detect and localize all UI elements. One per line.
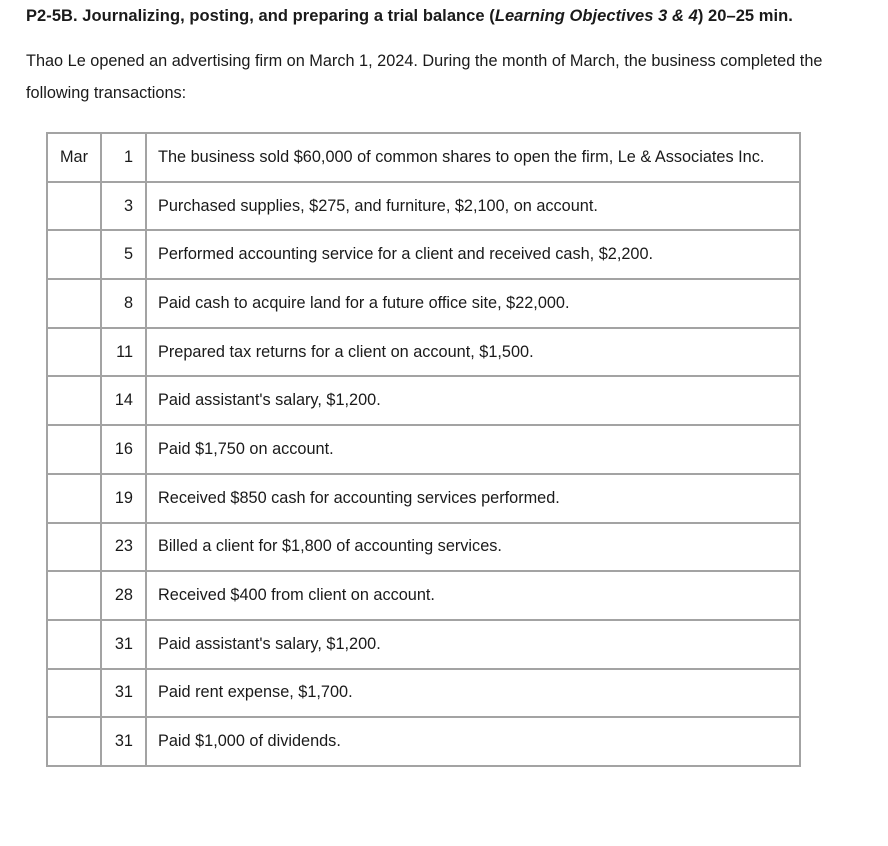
transaction-month xyxy=(47,669,101,718)
transaction-day: 11 xyxy=(101,328,146,377)
transaction-day: 16 xyxy=(101,425,146,474)
transaction-day: 5 xyxy=(101,230,146,279)
transaction-day: 1 xyxy=(101,133,146,182)
transaction-month xyxy=(47,376,101,425)
transaction-description: The business sold $60,000 of common shares to open the firm, Le & Associates Inc. xyxy=(146,133,800,182)
objectives-open-paren: ( xyxy=(489,7,495,25)
transaction-row xyxy=(47,230,800,279)
transaction-description: Received $400 from client on account. xyxy=(146,571,800,620)
transaction-description: Received $850 cash for accounting services performed. xyxy=(146,474,800,523)
transactions-body xyxy=(47,133,800,766)
transaction-row xyxy=(47,620,800,669)
transaction-month xyxy=(47,230,101,279)
transaction-row xyxy=(47,328,800,377)
transaction-day: 8 xyxy=(101,279,146,328)
transaction-description: Paid assistant's salary, $1,200. xyxy=(146,376,800,425)
problem-title: Journalizing, posting, and preparing a trial balance xyxy=(82,7,485,25)
transaction-row xyxy=(47,279,800,328)
transaction-description: Paid assistant's salary, $1,200. xyxy=(146,620,800,669)
transaction-day: 19 xyxy=(101,474,146,523)
transaction-row xyxy=(47,182,800,231)
transaction-month xyxy=(47,328,101,377)
transaction-description: Prepared tax returns for a client on account, $1,500. xyxy=(146,328,800,377)
problem-heading xyxy=(26,7,793,26)
problem-duration: 20–25 min. xyxy=(708,7,793,25)
transaction-description: Performed accounting service for a client and received cash, $2,200. xyxy=(146,230,800,279)
transaction-day: 31 xyxy=(101,717,146,766)
transaction-row xyxy=(47,376,800,425)
problem-code: P2-5B. xyxy=(26,7,78,25)
transaction-day: 3 xyxy=(101,182,146,231)
transaction-month xyxy=(47,620,101,669)
transaction-day: 31 xyxy=(101,620,146,669)
transaction-day: 28 xyxy=(101,571,146,620)
transaction-month xyxy=(47,425,101,474)
transaction-month xyxy=(47,474,101,523)
transaction-row xyxy=(47,669,800,718)
transaction-description: Paid cash to acquire land for a future office site, $22,000. xyxy=(146,279,800,328)
transaction-month xyxy=(47,182,101,231)
transaction-month xyxy=(47,717,101,766)
transaction-day: 23 xyxy=(101,523,146,572)
problem-intro: Thao Le opened an advertising firm on March 1, 2024. During the month of March, the business completed the following transactions: xyxy=(26,52,823,102)
transaction-day: 31 xyxy=(101,669,146,718)
transaction-description: Purchased supplies, $275, and furniture, $2,100, on account. xyxy=(146,182,800,231)
transaction-description: Billed a client for $1,800 of accounting services. xyxy=(146,523,800,572)
transaction-row xyxy=(47,717,800,766)
transaction-month xyxy=(47,279,101,328)
transactions-table xyxy=(46,132,801,767)
transaction-row xyxy=(47,425,800,474)
transaction-row xyxy=(47,571,800,620)
learning-objectives: Learning Objectives 3 & 4 xyxy=(494,7,698,25)
transaction-row xyxy=(47,474,800,523)
transaction-description: Paid rent expense, $1,700. xyxy=(146,669,800,718)
transaction-month xyxy=(47,571,101,620)
transaction-description: Paid $1,000 of dividends. xyxy=(146,717,800,766)
transaction-row xyxy=(47,523,800,572)
objectives-close-paren: ) xyxy=(697,7,704,25)
transaction-row xyxy=(47,133,800,182)
transaction-description: Paid $1,750 on account. xyxy=(146,425,800,474)
transaction-month: Mar xyxy=(47,133,101,182)
transaction-month xyxy=(47,523,101,572)
transaction-day: 14 xyxy=(101,376,146,425)
